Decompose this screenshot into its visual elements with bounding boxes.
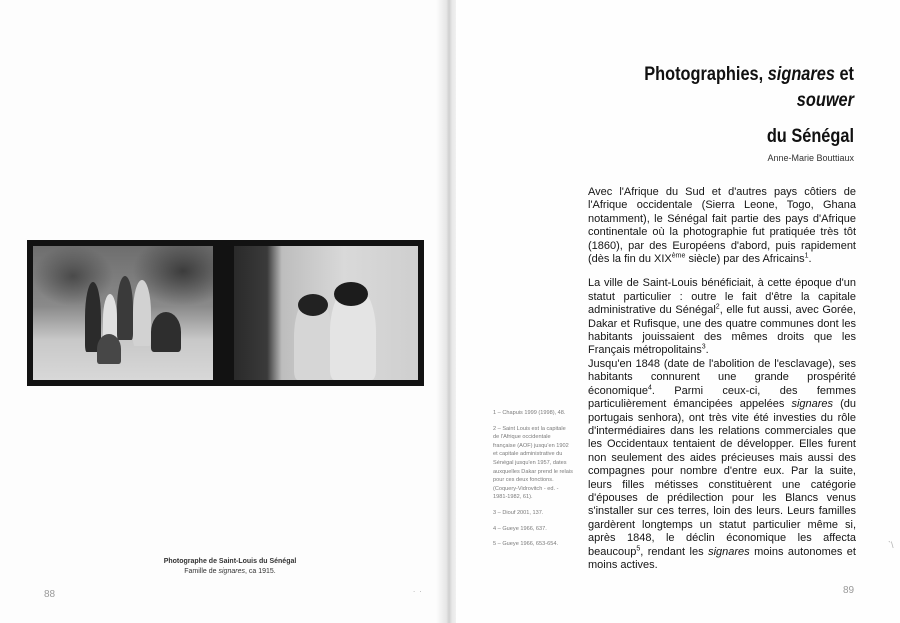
footnote-3: 3 – Diouf 2001, 137. bbox=[493, 509, 544, 516]
footnote-4: 4 – Gueye 1966, 637. bbox=[493, 525, 547, 532]
footnote-ref-2: 2 bbox=[715, 303, 720, 311]
two-women-photo bbox=[234, 246, 418, 380]
article-body bbox=[588, 186, 856, 572]
footnote-1: 1 – Chapuis 1999 (1998), 48. bbox=[493, 410, 566, 416]
footnote-2: 2 – Saint Louis est la capitale de l'Afrique occidentale française (AOF) jusqu'en 1902 et capitale administrative du Sénégal jusqu'en 1957, dates auxquelles Dakar prend le relais pour ces deux fonctions. (Coquery-Vidrovitch - ed. - 1981-1982, 61). bbox=[493, 425, 573, 501]
margin-mark-right: `\ bbox=[888, 540, 894, 550]
footnote-ref-1: 1 bbox=[804, 252, 809, 260]
paragraph-1: Avec l'Afrique du Sud et d'autres pays côtiers de l'Afrique occidentale (Sierra Leone, Togo, Ghana notamment), le Sénégal fait partie des pays d'Afrique continentale où la photographie fut pratiquée très tôt (1860), par des Européens d'abord, puis rapidement (dès la fin du XIXème siècle) par des Africains$^1$. bbox=[588, 186, 856, 266]
margin-mark-left: . . bbox=[413, 585, 423, 594]
left-page bbox=[0, 0, 448, 623]
footnotes bbox=[493, 409, 573, 556]
photo-strip bbox=[27, 240, 424, 386]
footnote-ref-5: 5 bbox=[636, 544, 641, 552]
photo-caption bbox=[150, 557, 310, 577]
page-number-left: 88 bbox=[44, 589, 56, 600]
footnote-ref-4: 4 bbox=[647, 384, 652, 392]
article-title bbox=[610, 62, 854, 150]
footnote-ref-3: 3 bbox=[701, 343, 706, 351]
paragraph-3: Jusqu'en 1848 (date de l'abolition de l'esclavage), ses habitants connurent une grande prospérité économique$^4$. Parmi ceux-ci, des femmes particulièrement émancipées appelées signares (du portugais senhora), ont très vite été investies du rôle d'intermédiaires dans les relations commerciales que les Occidentaux tentaient de développer. Elles furent non seulement des aides précieuses mais aussi des compagnes pour nombre d'entre eux. Par la suite, leurs filles métisses constituèrent une catégorie d'épouses de prédilection pour les Blancs venus s'installer sur ces terres, loin des leurs. Leurs familles gardèrent longtemps un statut particulier même si, après 1848, le déclin économique les affecta beaucoup$^5$, rendant les signares moins autonomes et moins actives. bbox=[588, 357, 856, 571]
title-line-1: Photographies, signares et souwer bbox=[644, 64, 854, 111]
caption-subtitle: Famille de signares, ca 1915. bbox=[184, 568, 276, 575]
author-name: Anne-Marie Bouttiaux bbox=[767, 153, 854, 163]
title-line-2: du Sénégal bbox=[766, 126, 854, 147]
paragraph-2: La ville de Saint-Louis bénéficiait, à cette époque d'un statut particulier : outre le fait d'être la capitale administrative du Sénégal$^2$, elle fut aussi, avec Gorée, Dakar et Rufisque, une des quatre communes dont les habitants jouissaient des mêmes droits que les Français métropolitains$^3$. bbox=[588, 277, 856, 357]
page-number-right: 89 bbox=[843, 585, 855, 596]
footnote-5: 5 – Gueye 1966, 653-654. bbox=[493, 541, 559, 548]
family-group-photo bbox=[33, 246, 213, 380]
caption-title: Photographe de Saint-Louis du Sénégal bbox=[163, 558, 297, 565]
